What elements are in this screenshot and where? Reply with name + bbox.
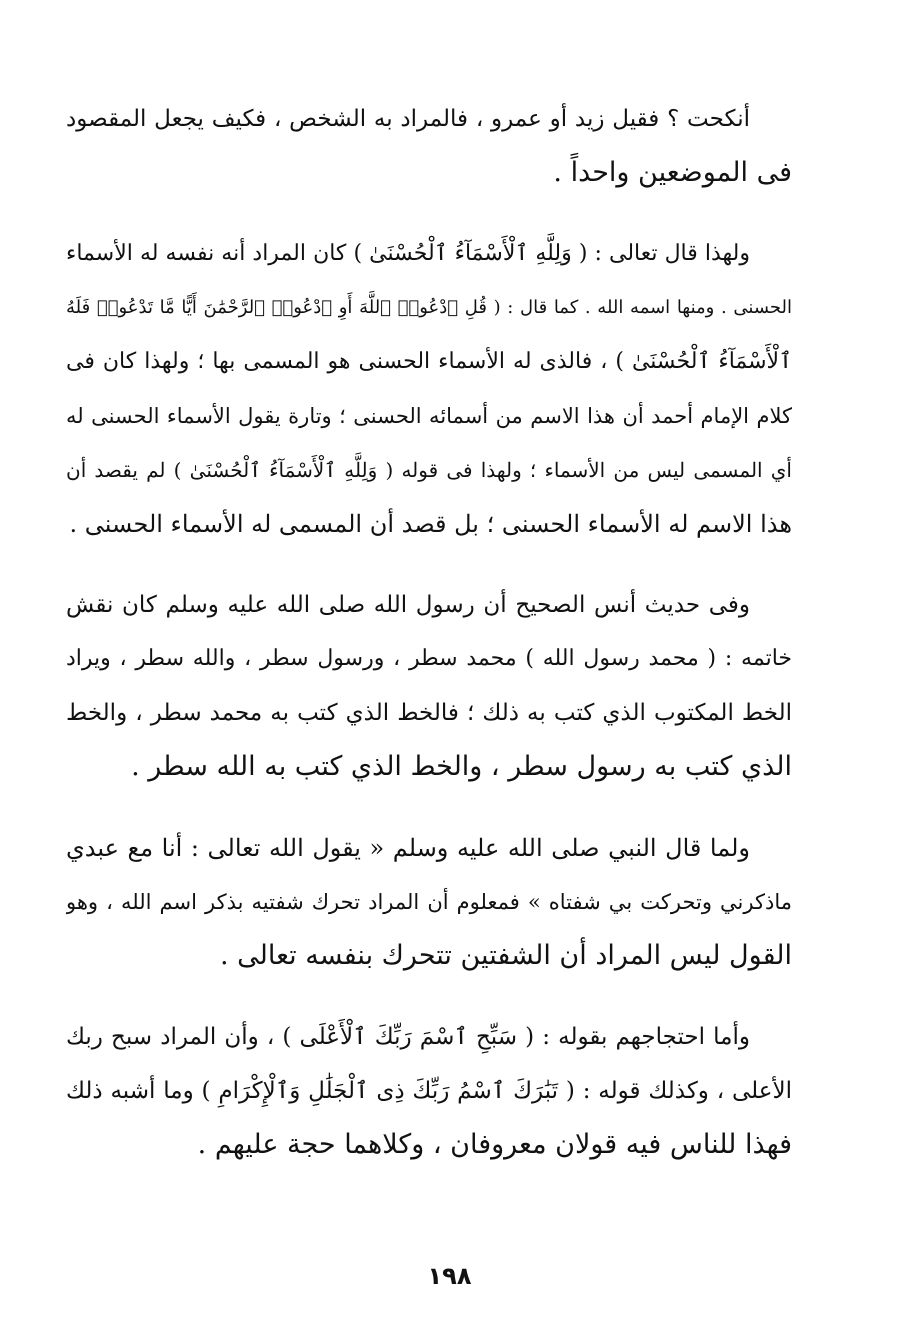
text-line: وأما احتجاجهم بقوله : ( سَبِّحِ ٱسْمَ رَبِّكَ ٱلْأَعْلَى ) ، وأن المراد سبح ربك — [66, 1024, 750, 1050]
text-line: الذي كتب به رسول سطر ، والخط الذي كتب به الله سطر . — [131, 751, 792, 782]
text-line: ٱلْأَسْمَآءُ ٱلْحُسْنَىٰ ) ، فالذى له الأسماء الحسنى هو المسمى بها ؛ ولهذا كان فى — [66, 349, 792, 374]
text-line: أي المسمى ليس من الأسماء ؛ ولهذا فى قوله ( وَلِلَّهِ ٱلْأَسْمَآءُ ٱلْحُسْنَىٰ ) لم يقصد أن — [66, 458, 792, 482]
text-line: الخط المكتوب الذي كتب به ذلك ؛ فالخط الذي كتب به محمد سطر ، والخط — [66, 700, 792, 726]
text-line: ولهذا قال تعالى : ( وَلِلَّهِ ٱلْأَسْمَآءُ ٱلْحُسْنَىٰ ) كان المراد أنه نفسه له الأسماء — [66, 241, 750, 266]
text-line: فى الموضعين واحداً . — [553, 157, 792, 188]
paragraph-1 — [66, 92, 792, 200]
paragraph-3 — [66, 578, 792, 794]
text-line: هذا الاسم له الأسماء الحسنى ؛ بل قصد أن المسمى له الأسماء الحسنى . — [69, 510, 792, 538]
text-line: الحسنى . ومنها اسمه الله . كما قال : ( قُلِ ٱدْعُوا۟ ٱللَّهَ أَوِ ٱدْعُوا۟ ٱلرَّحْمَٰنَ أَيًّا مَّا تَدْعُوا۟ فَلَهُ — [66, 297, 792, 318]
paragraph-5 — [66, 1010, 792, 1172]
page-body — [66, 92, 792, 1252]
paragraph-2 — [66, 227, 792, 551]
text-line: فهذا للناس فيه قولان معروفان ، وكلاهما حجة عليهم . — [197, 1129, 792, 1160]
text-line: أنكحت ؟ فقيل زيد أو عمرو ، فالمراد به الشخص ، فكيف يجعل المقصود — [66, 106, 750, 132]
page-number: ١٩٨ — [427, 1262, 472, 1290]
text-line: ماذكرني وتحركت بي شفتاه » فمعلوم أن المراد تحرك شفتيه بذكر اسم الله ، وهو — [66, 890, 792, 914]
text-line: وفى حديث أنس الصحيح أن رسول الله صلى الله عليه وسلم كان نقش — [66, 592, 750, 618]
text-line: القول ليس المراد أن الشفتين تتحرك بنفسه تعالى . — [219, 940, 792, 971]
text-line: الأعلى ، وكذلك قوله : ( تَبَٰرَكَ ٱسْمُ رَبِّكَ ذِى ٱلْجَلَٰلِ وَٱلْإِكْرَامِ ) وما أشبه ذلك — [66, 1078, 792, 1104]
paragraph-4 — [66, 821, 792, 983]
text-line: خاتمه : ( محمد رسول الله ) محمد سطر ، ورسول سطر ، والله سطر ، ويراد — [66, 646, 792, 671]
text-line: ولما قال النبي صلى الله عليه وسلم « يقول الله تعالى : أنا مع عبدي — [66, 834, 750, 862]
text-line: كلام الإمام أحمد أن هذا الاسم من أسمائه الحسنى ؛ وتارة يقول الأسماء الحسنى له — [66, 404, 792, 428]
